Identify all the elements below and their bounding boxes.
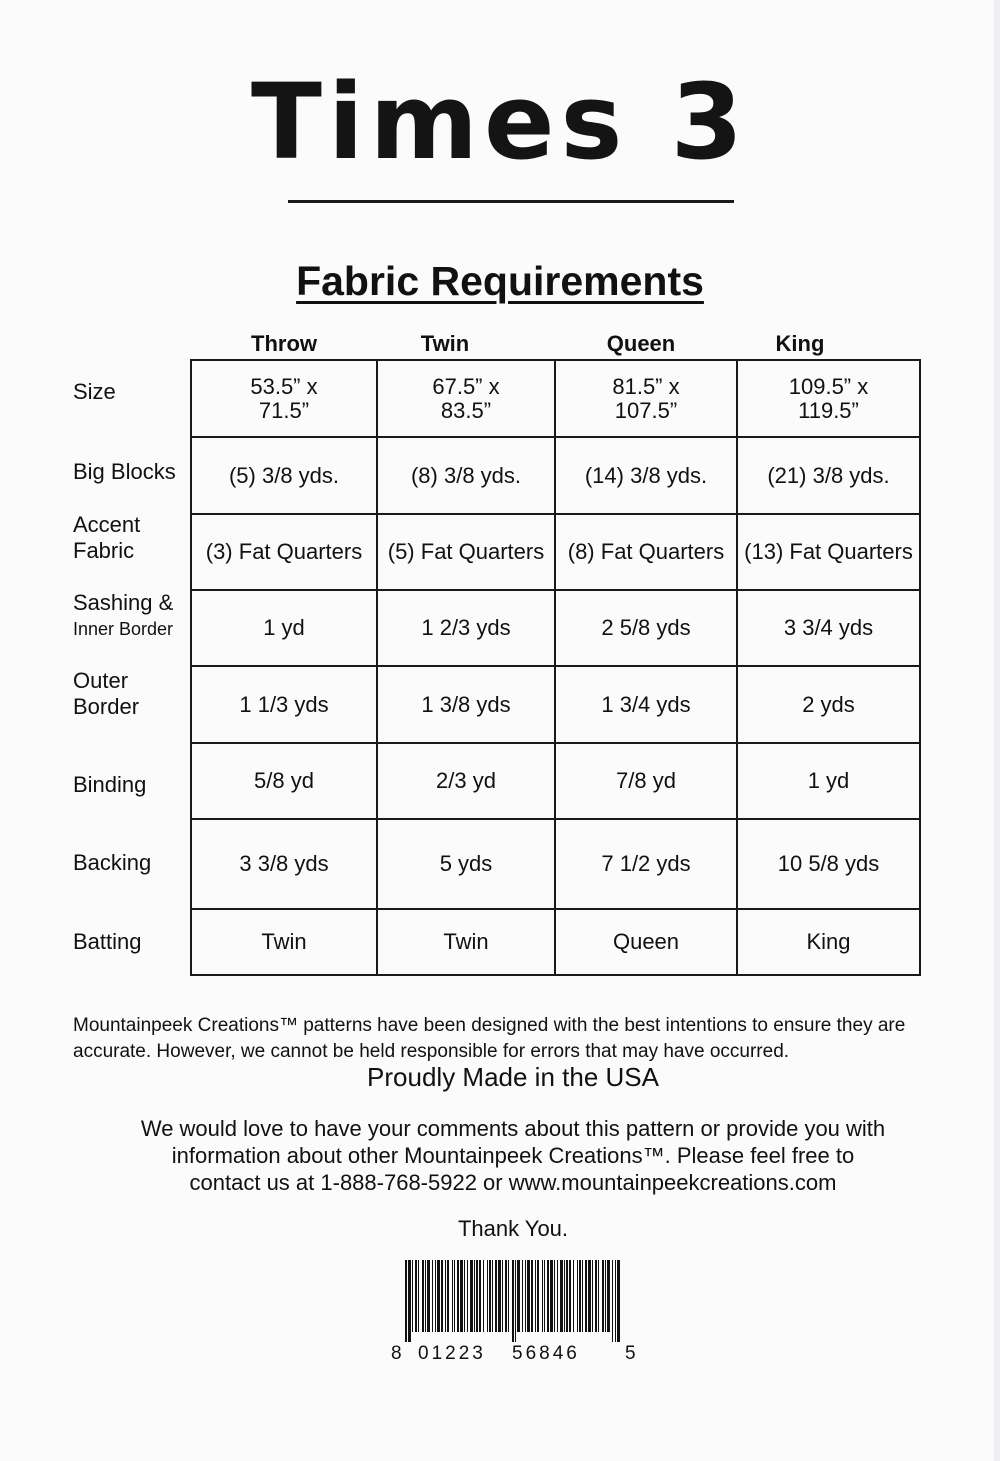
thank-you-text: Thank You.: [457, 1216, 569, 1241]
barcode-bar: [542, 1260, 543, 1332]
barcode-bar: [432, 1260, 433, 1332]
made-in-usa-text: Proudly Made in the USA: [367, 1062, 659, 1092]
row-label-binding: [73, 772, 146, 798]
barcode-bar: [615, 1260, 616, 1342]
barcode-bar: [531, 1260, 533, 1332]
barcode-bar: [569, 1260, 571, 1332]
barcode-bar: [467, 1260, 468, 1332]
table-cell: 3 3/8 yds: [191, 819, 377, 909]
fabric-requirements-table: [190, 359, 921, 976]
barcode-bar: [405, 1260, 407, 1342]
barcode-bar: [479, 1260, 481, 1332]
barcode-bar: [474, 1260, 475, 1332]
row-label-line: Accent: [73, 512, 141, 537]
table-row-outer-border: [191, 666, 920, 743]
table-row-accent-fabric: [191, 514, 920, 590]
table-cell: (14) 3/8 yds.: [555, 437, 737, 514]
row-label-line: Batting: [73, 929, 142, 954]
barcode-bar: [617, 1260, 620, 1342]
table-cell: [737, 360, 920, 437]
row-label-line: Outer: [73, 668, 129, 693]
contact-line: contact us at 1-888-768-5922 or www.mountainpeekcreations.com: [189, 1170, 837, 1195]
title-underline: [288, 200, 734, 203]
barcode-bar: [445, 1260, 446, 1332]
table-cell: (8) 3/8 yds.: [377, 437, 555, 514]
table-cell: [555, 360, 737, 437]
barcode-bar: [512, 1260, 514, 1342]
table-cell: [377, 360, 555, 437]
cell-line: 71.5”: [258, 397, 310, 423]
barcode-bar: [525, 1260, 526, 1332]
barcode-bar: [502, 1260, 503, 1332]
row-label-size: [73, 379, 116, 405]
barcode-bar: [418, 1260, 419, 1332]
barcode-bar: [588, 1260, 591, 1332]
barcode-bar: [508, 1260, 509, 1332]
barcode-bar: [564, 1260, 565, 1332]
table-cell: King: [737, 909, 920, 975]
column-header-king: King: [775, 331, 825, 356]
barcode-digit-first: 8: [391, 1343, 405, 1364]
barcode-bar: [537, 1260, 539, 1332]
row-label-line: Size: [73, 379, 116, 404]
table-row-backing: [191, 819, 920, 909]
table-cell: 2 yds: [737, 666, 920, 743]
contact-text: [0, 1115, 1000, 1196]
barcode-bar: [412, 1260, 413, 1332]
barcode-bar: [460, 1260, 463, 1332]
barcode-bar: [560, 1260, 563, 1332]
table-row-big-blocks: [191, 437, 920, 514]
row-label-line: Border: [73, 694, 140, 719]
barcode-bar: [544, 1260, 545, 1332]
barcode-bar: [452, 1260, 453, 1332]
table-cell: 1 3/8 yds: [377, 666, 555, 743]
table-cell: 2 5/8 yds: [555, 590, 737, 666]
barcode-bar: [554, 1260, 555, 1332]
cell-line: 83.5”: [440, 397, 492, 423]
table-cell: 1 2/3 yds: [377, 590, 555, 666]
table-row-batting: [191, 909, 920, 975]
barcode-bar: [408, 1260, 411, 1342]
barcode-bar: [447, 1260, 449, 1332]
barcode-bar: [427, 1260, 430, 1332]
table-row-size: [191, 360, 920, 437]
row-label-line: Big Blocks: [73, 459, 176, 484]
table-cell: [191, 360, 377, 437]
barcode-bar: [505, 1260, 507, 1332]
table-cell: Queen: [555, 909, 737, 975]
barcode-bar: [602, 1260, 604, 1332]
barcode-bar: [441, 1260, 443, 1332]
barcode-bar: [476, 1260, 478, 1332]
table-cell: 1 yd: [191, 590, 377, 666]
row-label-batting: [73, 929, 142, 955]
row-label-line: Fabric: [73, 538, 135, 563]
barcode-bar: [598, 1260, 599, 1332]
barcode-bar: [415, 1260, 417, 1332]
barcode-bar: [522, 1260, 523, 1332]
barcode-bar: [592, 1260, 593, 1332]
barcode-bar: [425, 1260, 426, 1332]
barcode-bar: [595, 1260, 597, 1332]
barcode-bar: [422, 1260, 424, 1332]
table-cell: Twin: [191, 909, 377, 975]
barcode-bar: [470, 1260, 473, 1332]
barcode-bar: [487, 1260, 488, 1332]
table-cell: (13) Fat Quarters: [737, 514, 920, 590]
row-label-sashing: [73, 590, 173, 642]
table-cell: 3 3/4 yds: [737, 590, 920, 666]
table-cell: (8) Fat Quarters: [555, 514, 737, 590]
barcode-bar: [577, 1260, 578, 1332]
row-label-outer-border: [73, 668, 139, 720]
table-cell: 1 1/3 yds: [191, 666, 377, 743]
cell-line: 109.5” x: [788, 373, 869, 399]
pattern-title: Times 3: [251, 61, 749, 183]
barcode-bar: [607, 1260, 610, 1332]
table-cell: 2/3 yd: [377, 743, 555, 819]
table-cell: 1 yd: [737, 743, 920, 819]
barcode-bar: [612, 1260, 613, 1342]
barcode-bar: [517, 1260, 520, 1332]
table-cell: 1 3/4 yds: [555, 666, 737, 743]
barcode-bar: [550, 1260, 553, 1332]
cell-line: 81.5” x: [612, 373, 680, 399]
barcode-bar: [573, 1260, 574, 1332]
table-cell: 5 yds: [377, 819, 555, 909]
table-row-sashing: [191, 590, 920, 666]
cell-line: 67.5” x: [432, 373, 500, 399]
table-row-binding: [191, 743, 920, 819]
section-heading: Fabric Requirements: [296, 258, 704, 304]
barcode-bar: [498, 1260, 501, 1332]
barcode-bar: [585, 1260, 587, 1332]
barcode-bar: [457, 1260, 459, 1332]
table-cell: 5/8 yd: [191, 743, 377, 819]
barcode-bar: [557, 1260, 558, 1332]
barcode-digits-right: 56846: [512, 1343, 580, 1364]
row-label-accent-fabric: [73, 512, 140, 564]
table-cell: 7/8 yd: [555, 743, 737, 819]
barcode-bar: [605, 1260, 606, 1332]
barcode-graphic: [405, 1260, 620, 1342]
table-cell: (21) 3/8 yds.: [737, 437, 920, 514]
table-cell: 10 5/8 yds: [737, 819, 920, 909]
barcode-bar: [527, 1260, 530, 1332]
row-label-line: Sashing &: [73, 590, 174, 615]
table-cell: Twin: [377, 909, 555, 975]
barcode-digit-check: 5: [625, 1343, 639, 1364]
row-label-line: Binding: [73, 772, 147, 797]
cell-line: 53.5” x: [250, 373, 318, 399]
barcode-bar: [483, 1260, 484, 1332]
cell-line: 107.5”: [614, 397, 678, 423]
barcode-bar: [454, 1260, 455, 1332]
column-header-queen: Queen: [606, 331, 676, 356]
row-label-line: Backing: [73, 850, 152, 875]
disclaimer-text: Mountainpeek Creations™ patterns have been designed with the best intentions to ensure they are accurate. However, we cannot be held responsible for errors that may have occurred.: [73, 1015, 906, 1062]
barcode-bar: [579, 1260, 581, 1332]
contact-line: information about other Mountainpeek Creations™. Please feel free to: [171, 1143, 855, 1168]
barcode-bar: [437, 1260, 440, 1332]
contact-line: We would love to have your comments about this pattern or provide you with: [140, 1116, 886, 1141]
table-cell: (5) 3/8 yds.: [191, 437, 377, 514]
row-label-line: Inner Border: [73, 619, 174, 639]
table-cell: 7 1/2 yds: [555, 819, 737, 909]
barcode-bar: [464, 1260, 465, 1332]
barcode-bar: [492, 1260, 493, 1332]
barcode-bar: [566, 1260, 568, 1332]
column-header-throw: Throw: [251, 331, 317, 356]
barcode-bar: [535, 1260, 536, 1332]
barcode-digits-left: 01223: [418, 1343, 486, 1364]
row-label-backing: [73, 850, 151, 876]
barcode-bar: [495, 1260, 497, 1332]
cell-line: 119.5”: [798, 397, 859, 423]
table-cell: (3) Fat Quarters: [191, 514, 377, 590]
row-label-big-blocks: [73, 459, 176, 485]
barcode-bar: [515, 1260, 516, 1342]
barcode-bar: [489, 1260, 491, 1332]
barcode-bar: [582, 1260, 583, 1332]
table-cell: (5) Fat Quarters: [377, 514, 555, 590]
column-header-twin: Twin: [420, 331, 470, 356]
barcode-bar: [435, 1260, 436, 1332]
barcode-bar: [547, 1260, 549, 1332]
